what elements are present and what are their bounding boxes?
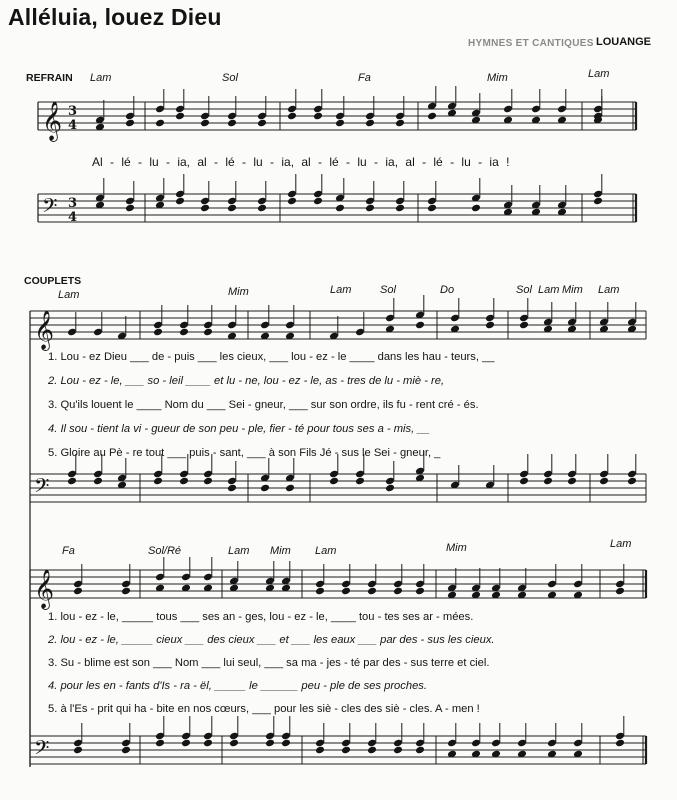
notehead: [615, 587, 625, 596]
notehead: [153, 328, 163, 337]
notehead: [395, 119, 405, 128]
couplet-chord: Mim: [228, 286, 249, 298]
hymn-category: HYMNES ET CANTIQUES: [468, 38, 594, 49]
notehead: [73, 587, 83, 596]
couplet-verse-line: 1. Lou - ez Dieu ___ de - puis ___ les cieux, ___ lou - ez - le ____ dans les hau - teurs, __: [48, 351, 495, 363]
notehead: [200, 204, 210, 213]
notehead: [519, 321, 529, 330]
notehead: [415, 587, 425, 596]
notehead: [125, 119, 135, 128]
couplet-chord: Mim: [270, 545, 291, 557]
notehead: [203, 477, 213, 486]
couplet-chord: Sol: [380, 284, 396, 296]
notehead: [315, 587, 325, 596]
refrain-label: REFRAIN: [26, 72, 73, 84]
refrain-chord: Mim: [487, 72, 508, 84]
bass-clef-icon: 𝄢: [34, 736, 50, 764]
couplet-verse-line: 3. Su - blime est son ___ Nom ___ lui seul, ___ sa ma - jes - té par des - sus terre et ciel.: [48, 657, 490, 669]
couplet-verse-line: 4. Il sou - tient la vi - gueur de son peu - ple, fier - té pour tous ses a - mis, __: [48, 423, 430, 435]
notehead: [471, 204, 481, 213]
notehead: [335, 204, 345, 213]
couplet-chord: Lam: [315, 545, 337, 557]
refrain-bass-notes: [95, 174, 603, 216]
notehead: [287, 197, 297, 206]
notehead: [599, 477, 609, 486]
couplet-chord: Lam: [598, 284, 620, 296]
notehead: [265, 739, 275, 748]
notehead: [393, 746, 403, 755]
couplet-verse-line: 5. à l'Es - prit qui ha - bite en nos cœurs, ___ pour les siè - cles des siè - cles. A - men !: [48, 703, 480, 715]
treble-clef-icon: 𝄞: [34, 569, 55, 609]
notehead: [153, 477, 163, 486]
couplet-verse-line: 5. Gloire au Pè - re tout ___ puis - sant, ___ à son Fils Jé - sus le Sei - gneur, _: [48, 447, 441, 459]
couplet-verse-line: 4. pour les en - fants d'Is - ra - ël, _____ le ______ peu - ple de ses proches.: [48, 680, 428, 692]
refrain-bass-staff: [0, 190, 677, 230]
notehead: [67, 477, 77, 486]
notehead: [543, 477, 553, 486]
notehead: [519, 477, 529, 486]
notehead: [285, 484, 295, 493]
refrain-time-signature: 3 4: [68, 104, 78, 133]
notehead: [427, 112, 437, 121]
notehead: [200, 119, 210, 128]
couplet-verse-line: 2. lou - ez - le, _____ cieux ___ des cieux ___ et ___ les eaux ___ par des - sus les cieux.: [48, 634, 495, 646]
couplet-chord: Lam: [228, 545, 250, 557]
notehead: [627, 477, 637, 486]
notehead: [313, 112, 323, 121]
couplet2-treble-staff: [0, 566, 677, 609]
refrain-chord: Lam: [588, 68, 610, 80]
notehead: [155, 119, 165, 128]
refrain-chord: Fa: [358, 72, 371, 84]
couplet1-treble-staff: [0, 307, 677, 350]
couplet-chord: Lam: [538, 284, 560, 296]
notehead: [365, 119, 375, 128]
notehead: [329, 477, 339, 486]
notehead: [227, 204, 237, 213]
notehead: [415, 746, 425, 755]
couplet-verse-line: 3. Qu'ils louent le ____ Nom du ___ Sei - gneur, ___ sur son ordre, ils fu - rent cré - és.: [48, 399, 479, 411]
notehead: [395, 204, 405, 213]
refrain-lyrics: Al - lé - lu - ia, al - lé - lu - ia, al - lé - lu - ia, al - lé - lu - ia !: [92, 155, 510, 169]
notehead: [367, 587, 377, 596]
notehead: [121, 587, 131, 596]
notehead: [341, 587, 351, 596]
notehead: [257, 119, 267, 128]
hymn-title: Alléluia, louez Dieu: [8, 4, 222, 30]
notehead: [593, 197, 603, 206]
couplet-chord: Lam: [330, 284, 352, 296]
notehead: [260, 484, 270, 493]
notehead: [335, 119, 345, 128]
notehead: [175, 197, 185, 206]
bass-clef-icon: 𝄢: [34, 474, 50, 502]
notehead: [179, 328, 189, 337]
treble-clef-icon: 𝄞: [42, 101, 63, 141]
notehead: [355, 477, 365, 486]
couplet-chord: Mim: [562, 284, 583, 296]
notehead: [393, 587, 403, 596]
couplet-verse-line: 2. Lou - ez - le, ___ so - leil ____ et lu - ne, lou - ez - le, as - tres de lu - miè - re,: [48, 375, 445, 387]
couplet-chord: Sol: [516, 284, 532, 296]
notehead: [287, 112, 297, 121]
couplet-chord: Sol/Ré: [148, 545, 182, 557]
hymn-subcategory: LOUANGE: [596, 36, 651, 48]
notehead: [567, 477, 577, 486]
bass-clef-icon: 𝄢: [42, 194, 58, 222]
notehead: [227, 484, 237, 493]
treble-clef-icon: 𝄞: [34, 310, 55, 350]
notehead: [179, 477, 189, 486]
couplet2-bass-notes: [73, 716, 625, 758]
couplet-chord: Mim: [446, 542, 467, 554]
notehead: [227, 119, 237, 128]
couplets-label: COUPLETS: [24, 275, 82, 287]
notehead: [181, 739, 191, 748]
notehead: [615, 739, 625, 748]
notehead: [341, 746, 351, 755]
notehead: [155, 739, 165, 748]
couplet-chord: Lam: [58, 289, 80, 301]
couplet-chord: Fa: [62, 545, 75, 557]
notehead: [415, 321, 425, 330]
couplet1-bass-staff: [0, 470, 677, 510]
notehead: [203, 739, 213, 748]
couplet-verse-line: 1. lou - ez - le, _____ tous ___ ses an - ges, lou - ez - le, ____ tou - tes ses ar - mées.: [48, 611, 474, 623]
notehead: [125, 204, 135, 213]
notehead: [427, 204, 437, 213]
notehead: [73, 746, 83, 755]
notehead: [367, 746, 377, 755]
notehead: [121, 746, 131, 755]
refrain-treble-staff: [0, 98, 677, 141]
notehead: [365, 204, 375, 213]
notehead: [315, 746, 325, 755]
refrain-chord: Lam: [90, 72, 112, 84]
notehead: [203, 328, 213, 337]
notehead: [257, 204, 267, 213]
notehead: [385, 484, 395, 493]
refrain-bass-time-signature: 3 4: [68, 196, 78, 225]
notehead: [175, 112, 185, 121]
notehead: [485, 321, 495, 330]
notehead: [229, 739, 239, 748]
couplet-chord: Do: [440, 284, 455, 296]
couplet2-bass-staff: [0, 732, 677, 772]
couplet-chord: Lam: [610, 538, 632, 550]
notehead: [313, 197, 323, 206]
notehead: [281, 739, 291, 748]
notehead: [93, 477, 103, 486]
couplet2-treble-notes: [73, 557, 625, 599]
refrain-chord: Sol: [222, 72, 238, 84]
